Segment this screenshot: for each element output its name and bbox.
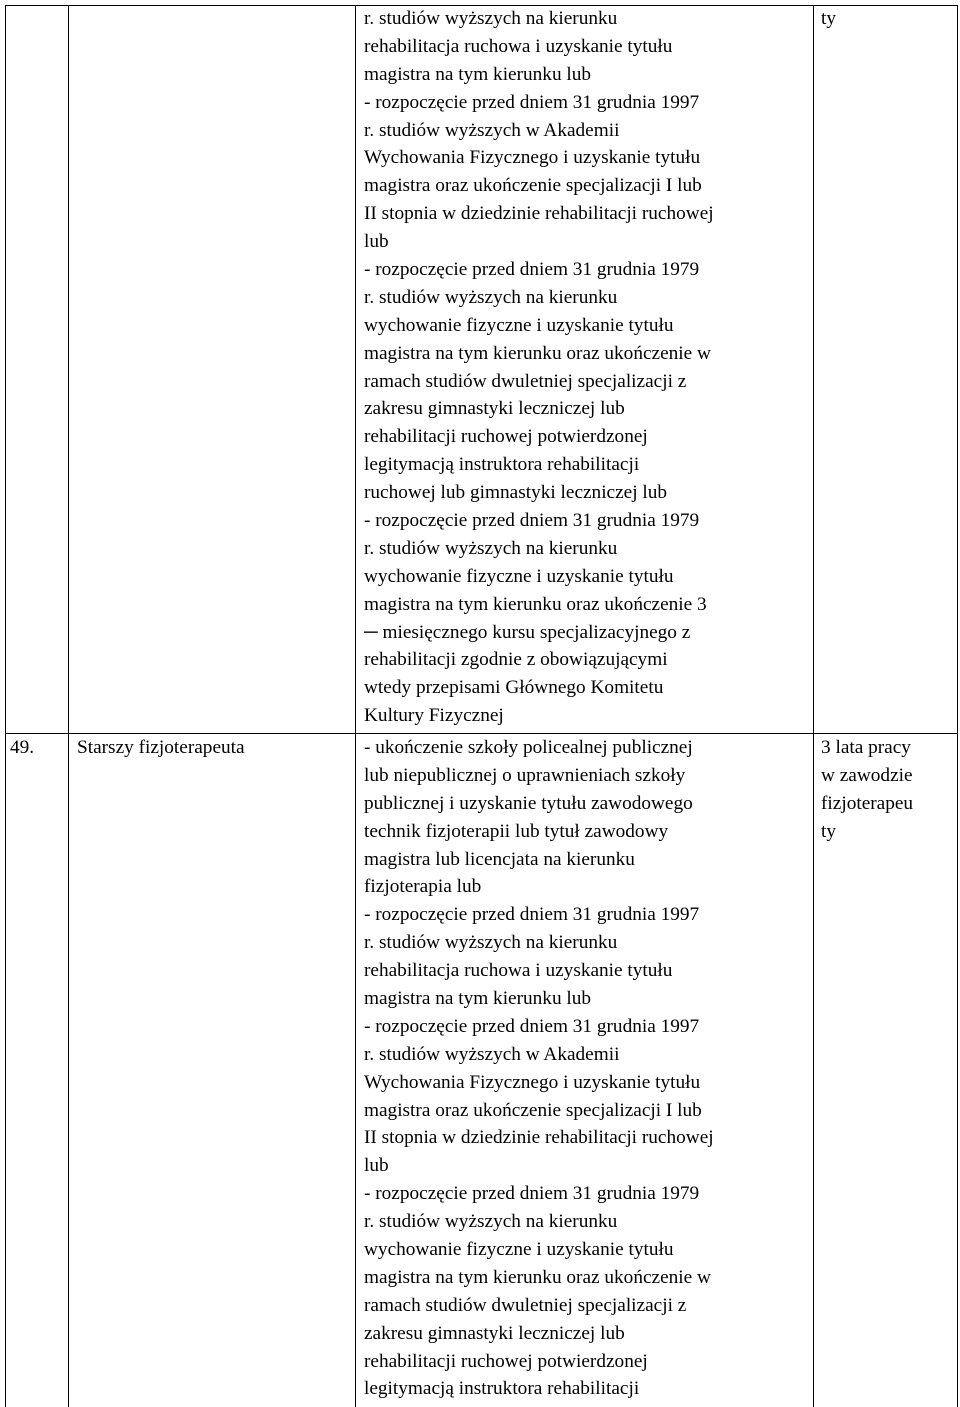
text-line: magistra oraz ukończenie specjalizacji I lub — [364, 175, 702, 197]
text-line: magistra na tym kierunku lub — [364, 63, 592, 85]
text-line: zakresu gimnastyki leczniczej lub — [364, 1322, 625, 1344]
text-line: - rozpoczęcie przed dniem 31 grudnia 1979 — [364, 510, 700, 532]
text-line: fizjoterapia lub — [364, 876, 482, 898]
text-line: r. studiów wyższych na kierunku — [364, 537, 618, 559]
text-line: magistra na tym kierunku lub — [364, 988, 592, 1010]
text-line: ty — [821, 820, 836, 842]
column-divider — [5, 5, 6, 1407]
experience-cell — [821, 734, 913, 846]
text-line: publicznej i uzyskanie tytułu zawodowego — [364, 792, 693, 814]
requirements-cell — [364, 5, 714, 730]
text-line: magistra lub licencjata na kierunku — [364, 848, 635, 870]
text-line: rehabilitacja ruchowa i uzyskanie tytułu — [364, 35, 673, 57]
text-line: magistra na tym kierunku oraz ukończenie w — [364, 342, 711, 364]
text-line: lub — [364, 231, 389, 253]
text-line: magistra oraz ukończenie specjalizacji I lub — [364, 1099, 702, 1121]
row-number: 49. — [10, 737, 35, 758]
experience-cell — [821, 5, 836, 33]
requirements-cell — [364, 734, 714, 1403]
column-divider — [813, 5, 814, 1407]
text-line: rehabilitacji ruchowej potwierdzonej — [364, 426, 648, 448]
text-line: ty — [821, 8, 836, 29]
text-line: lub niepublicznej o uprawnieniach szkoły — [364, 764, 686, 786]
column-divider — [68, 5, 69, 1407]
text-line: - rozpoczęcie przed dniem 31 grudnia 1997 — [364, 904, 700, 926]
text-line: wychowanie fizyczne i uzyskanie tytułu — [364, 565, 674, 587]
text-line: ramach studiów dwuletniej specjalizacji z — [364, 1294, 687, 1316]
text-line: r. studiów wyższych na kierunku — [364, 8, 618, 29]
text-line: rehabilitacji zgodnie z obowiązującymi — [364, 649, 668, 671]
text-line: w zawodzie — [821, 764, 913, 786]
text-line: II stopnia w dziedzinie rehabilitacji ruchowej — [364, 1127, 714, 1149]
text-line: 3 lata pracy — [821, 737, 911, 758]
text-line: zakresu gimnastyki leczniczej lub — [364, 398, 625, 420]
text-line: legitymacją instruktora rehabilitacji — [364, 454, 640, 476]
text-line: wychowanie fizyczne i uzyskanie tytułu — [364, 314, 674, 336]
text-line: fizjoterapeu — [821, 792, 914, 814]
text-line: - ukończenie szkoły policealnej publicznej — [364, 737, 693, 758]
text-line: rehabilitacja ruchowa i uzyskanie tytułu — [364, 960, 673, 982]
text-line: magistra na tym kierunku oraz ukończenie 3 — [364, 593, 707, 615]
text-line: wtedy przepisami Głównego Komitetu — [364, 677, 664, 699]
text-line: lub — [364, 1155, 389, 1177]
text-line: r. studiów wyższych w Akademii — [364, 1043, 620, 1065]
text-line: r. studiów wyższych w Akademii — [364, 119, 620, 141]
text-line: rehabilitacji ruchowej potwierdzonej — [364, 1350, 648, 1372]
text-line: magistra na tym kierunku oraz ukończenie w — [364, 1266, 711, 1288]
text-line: ─ miesięcznego kursu specjalizacyjnego z — [364, 621, 691, 643]
text-line: - rozpoczęcie przed dniem 31 grudnia 1997 — [364, 1015, 700, 1037]
text-line: r. studiów wyższych na kierunku — [364, 932, 618, 954]
text-line: - rozpoczęcie przed dniem 31 grudnia 1979 — [364, 1183, 700, 1205]
text-line: r. studiów wyższych na kierunku — [364, 1211, 618, 1233]
text-line: - rozpoczęcie przed dniem 31 grudnia 1979 — [364, 259, 700, 281]
column-divider — [957, 5, 958, 1407]
column-divider — [355, 5, 356, 1407]
text-line: legitymacją instruktora rehabilitacji — [364, 1378, 640, 1400]
text-line: wychowanie fizyczne i uzyskanie tytułu — [364, 1239, 674, 1261]
text-line: Wychowania Fizycznego i uzyskanie tytułu — [364, 147, 701, 169]
text-line: ramach studiów dwuletniej specjalizacji z — [364, 370, 687, 392]
text-line: technik fizjoterapii lub tytuł zawodowy — [364, 820, 669, 842]
text-line: r. studiów wyższych na kierunku — [364, 286, 618, 308]
text-line: ruchowej lub gimnastyki leczniczej lub — [364, 482, 668, 504]
text-line: Wychowania Fizycznego i uzyskanie tytułu — [364, 1071, 701, 1093]
text-line: II stopnia w dziedzinie rehabilitacji ruchowej — [364, 203, 714, 225]
text-line: Kultury Fizycznej — [364, 705, 504, 727]
position-name: Starszy fizjoterapeuta — [77, 737, 245, 758]
text-line: - rozpoczęcie przed dniem 31 grudnia 1997 — [364, 91, 700, 113]
